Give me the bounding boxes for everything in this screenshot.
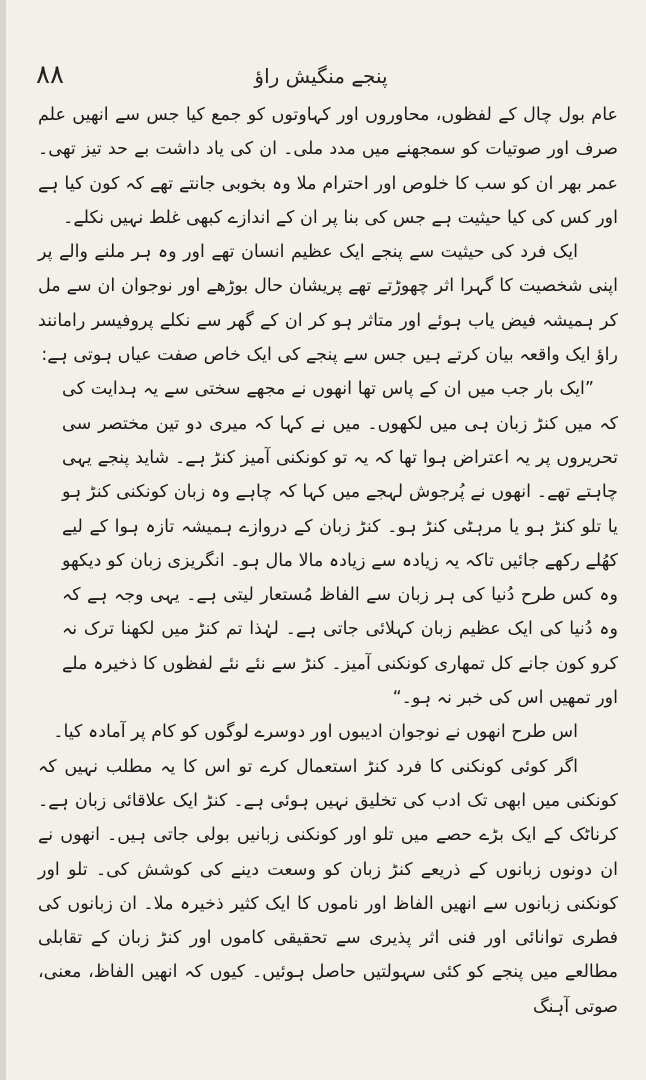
body-text — [38, 98, 618, 1058]
page-header — [36, 60, 606, 100]
page-number: ٨٨ — [36, 60, 64, 90]
paragraph-1: عام بول چال کے لفظوں، محاوروں اور کہاوتوں کو جمع کیا جس سے انھیں علم صرف اور صوتیات کو سمجھنے میں مدد ملی۔ ان کی یاد داشت بے حد تیز تھی۔ عمر بھر ان کو سب کا خلوص اور احترام ملا وہ بخوبی جانتے تھے کہ کون کیا ہے اور کس کی کیا حیثیت ہے جس کی بنا پر ان کے اندازے کبھی غلط نہیں نکلے۔ — [38, 105, 618, 228]
block-quote: ”ایک بار جب میں ان کے پاس تھا انھوں نے مجھے سختی سے یہ ہدایت کی کہ میں کنڑ زبان ہی میں لکھوں۔ میں نے کہا کہ میری دو تین مختصر سی تحریروں پر یہ اعتراض ہوا تھا کہ یہ تو کونکنی آمیز کنڑ ہے۔ شاید پنجے یہی چاہتے تھے۔ انھوں نے پُرجوش لہجے میں کہا کہ چاہے وہ زبان کونکنی کنڑ ہو یا تلو کنڑ ہو یا مرہٹی کنڑ ہو۔ کنڑ زبان کے دروازے ہمیشہ تازہ ہوا کے لیے کھُلے رکھے جائیں تاکہ یہ زیادہ سے زیادہ مالا مال ہو۔ انگریزی زبان کو دیکھو وہ کس طرح دُنیا کی ہر زبان سے الفاظ مُستعار لیتی ہے۔ یہی وجہ ہے کہ وہ دُنیا کی ایک عظیم زبان کہلائی جاتی ہے۔ لہٰذا تم کنڑ میں لکھنا ترک نہ کرو کون جانے کل تمھاری کونکنی آمیز۔ کنڑ سے نئے نئے لفظوں کا ذخیرہ ملے اور تمھیں اس کی خبر نہ ہو۔“ — [62, 379, 618, 709]
paragraph-3: اس طرح انھوں نے نوجوان ادیبوں اور دوسرے لوگوں کو کام پر آمادہ کیا۔ — [53, 722, 578, 743]
running-title: پنجے منگیش راؤ — [254, 64, 388, 88]
paragraph-4: اگر کوئی کونکنی کا فرد کنڑ استعمال کرے تو اس کا یہ مطلب نہیں کہ کونکنی میں ابھی تک ادب کی تخلیق نہیں ہوئی ہے۔ کنڑ ایک علاقائی زبان ہے۔ کرناٹک کے ایک بڑے حصے میں تلو اور کونکنی زبانیں بولی جاتی ہیں۔ انھوں نے ان دونوں زبانوں کے ذریعے کنڑ زبان کو وسعت دینے کی کوشش کی۔ تلو اور کونکنی زبانوں سے انھیں الفاظ اور ناموں کا ایک کثیر ذخیرہ ملا۔ ان زبانوں کی فطری توانائی اور فنی اثر پذیری سے تحقیقی کاموں اور کنڑ زبان کے تقابلی مطالعے میں پنجے کو کئی سہولتیں حاصل ہوئیں۔ کیوں کہ انھیں الفاظ، معنی، صوتی آہنگ — [38, 756, 618, 1017]
paragraph-2: ایک فرد کی حیثیت سے پنجے ایک عظیم انسان تھے اور وہ ہر ملنے والے پر اپنی شخصیت کا گہرا اثر چھوڑتے تھے پریشان حال بوڑھے اور نوجوان ان سے مل کر ہمیشہ فیض یاب ہوئے اور متاثر ہو کر ان کے گھر سے نکلے پروفیسر رامانند راؤ ایک واقعہ بیان کرتے ہیں جس سے پنجے کی ایک خاص صفت عیاں ہوتی ہے: — [38, 242, 618, 366]
